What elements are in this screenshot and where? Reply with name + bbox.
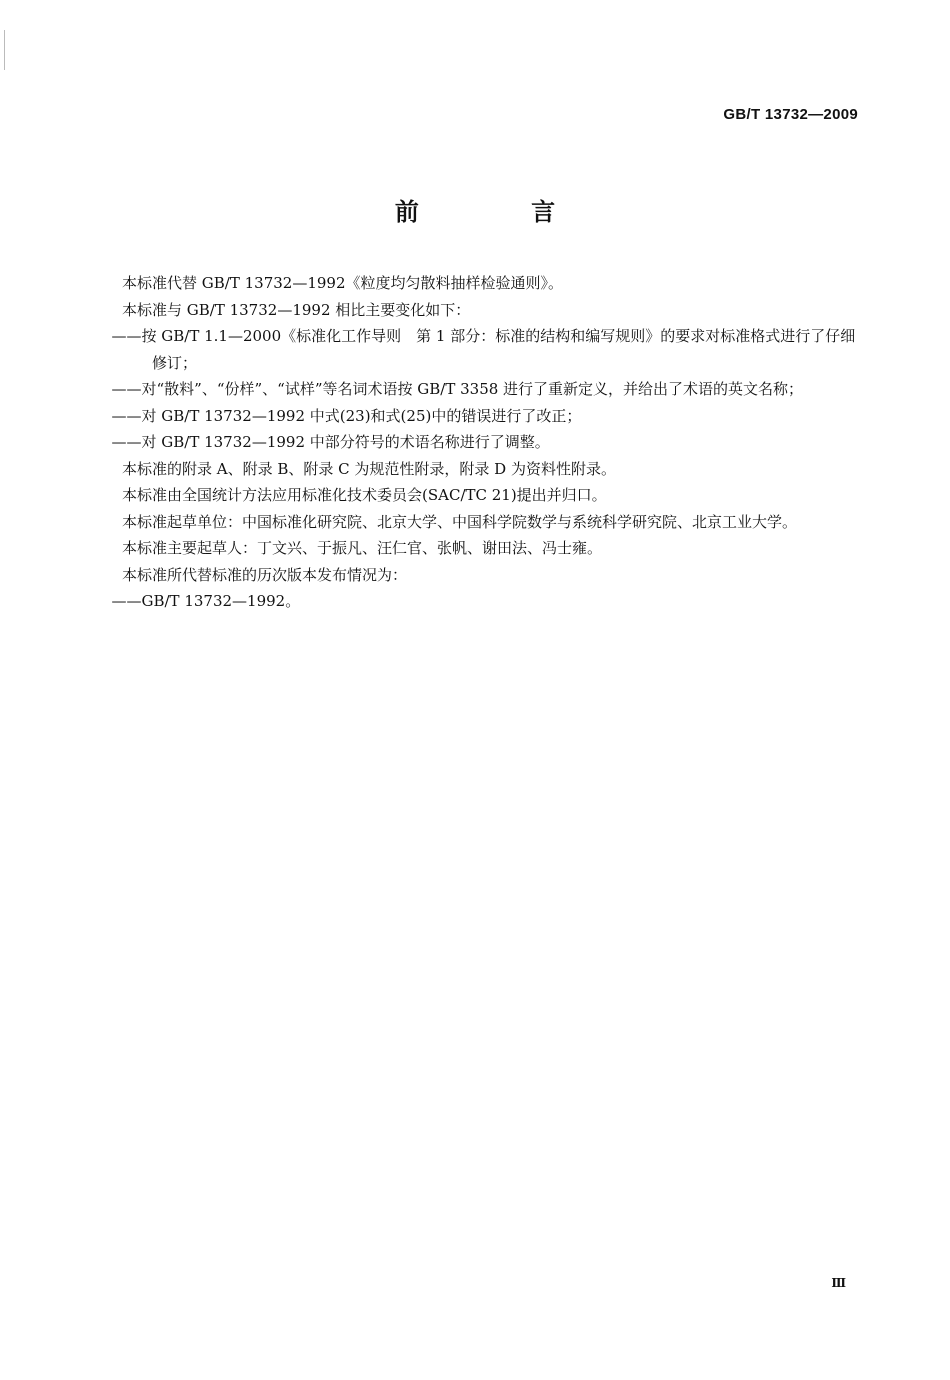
standard-number: GB/T 13732—2009 xyxy=(723,106,858,123)
list-item: ——对 GB/T 13732—1992 中式(23)和式(25)中的错误进行了改正； xyxy=(111,406,582,425)
page-number: Ⅲ xyxy=(831,1276,846,1290)
list-item: ——按 GB/T 1.1—2000《标准化工作导则 第 1 部分：标准的结构和编写规则》的要求对标准格式进行了仔细修订； xyxy=(111,327,856,372)
list-item: ——对“散料”、“份样”、“试样”等名词术语按 GB/T 3358 进行了重新定义，并给出了术语的英文名称； xyxy=(111,380,804,398)
paragraph-drafters: 本标准主要起草人：丁文兴、于振凡、汪仁官、张帆、谢田法、冯士雍。 xyxy=(122,539,603,557)
paragraph-replaces: 本标准代替 GB/T 13732—1992《粒度均匀散料抽样检验通则》。 xyxy=(122,274,563,292)
paragraph-annexes: 本标准的附录 A、附录 B、附录 C 为规范性附录，附录 D 为资料性附录。 xyxy=(122,459,616,478)
paragraph-changes-intro: 本标准与 GB/T 13732—1992 相比主要变化如下： xyxy=(122,300,471,319)
paragraph-proposed-by: 本标准由全国统计方法应用标准化技术委员会(SAC/TC 21)提出并归口。 xyxy=(122,486,607,504)
paragraph-drafting-units: 本标准起草单位：中国标准化研究院、北京大学、中国科学院数学与系统科学研究院、北京工业大学。 xyxy=(122,512,798,531)
list-item: ——对 GB/T 13732—1992 中部分符号的术语名称进行了调整。 xyxy=(111,433,550,451)
list-item: ——GB/T 13732—1992。 xyxy=(111,592,301,610)
scan-edge-mark xyxy=(4,30,5,70)
page-title: 前 言 xyxy=(394,198,608,226)
paragraph-history-intro: 本标准所代替标准的历次版本发布情况为： xyxy=(122,565,408,584)
foreword-body xyxy=(92,270,860,615)
